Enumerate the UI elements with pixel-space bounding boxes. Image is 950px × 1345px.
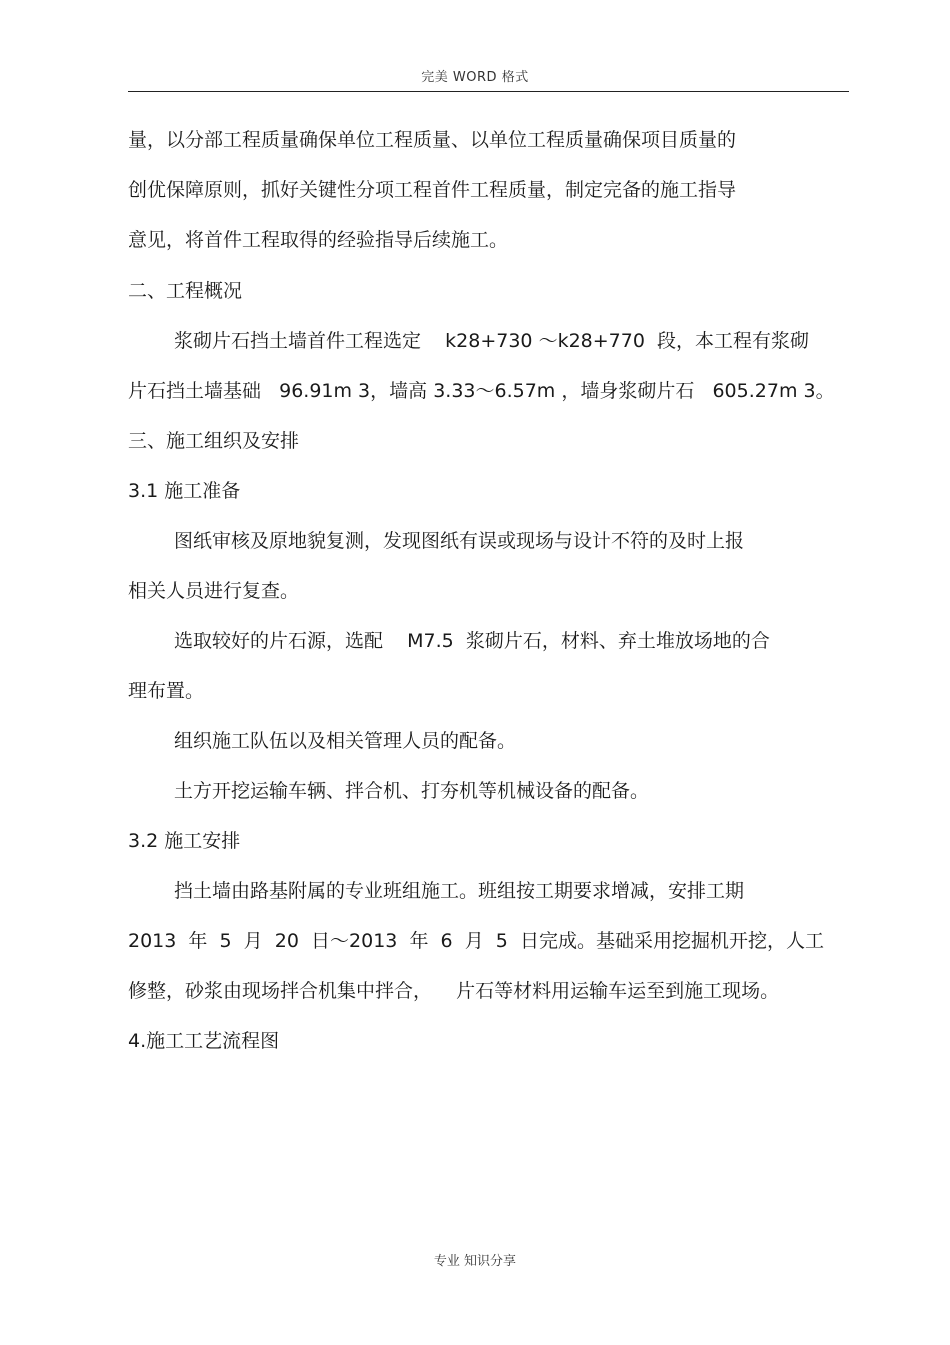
section-heading: 二、工程概况 (128, 280, 243, 302)
text-line: 片石挡土墙基础 96.91m 3，墙高 3.33～6.57m ，墙身浆砌片石 605.27m 3。 (128, 380, 835, 402)
text-line: 理布置。 (128, 680, 205, 702)
text-line: 选取较好的片石源，选配 M7.5 浆砌片石，材料、弃土堆放场地的合 (174, 630, 770, 652)
subsection-heading: 3.2 施工安排 (128, 830, 241, 852)
text-line: 修整，砂浆由现场拌合机集中拌合， 片石等材料用运输车运至到施工现场。 (128, 980, 780, 1002)
text-line: 挡土墙由路基附属的专业班组施工。班组按工期要求增减，安排工期 (174, 880, 745, 902)
text-line: 组织施工队伍以及相关管理人员的配备。 (174, 730, 517, 752)
text-line: 意见，将首件工程取得的经验指导后续施工。 (128, 229, 509, 251)
section-heading: 4.施工工艺流程图 (128, 1030, 280, 1052)
text-line: 土方开挖运输车辆、拌合机、打夯机等机械设备的配备。 (174, 780, 650, 802)
page-header-text: 完美 WORD 格式 (421, 70, 529, 85)
text-line: 量，以分部工程质量确保单位工程质量、以单位工程质量确保项目质量的 (128, 129, 737, 151)
section-heading: 三、施工组织及安排 (128, 430, 300, 452)
text-line: 2013 年 5 月 20 日～2013 年 6 月 5 日完成。基础采用挖掘机开挖，人工 (128, 930, 824, 952)
header-rule (128, 91, 849, 92)
text-line: 图纸审核及原地貌复测，发现图纸有误或现场与设计不符的及时上报 (174, 530, 745, 552)
text-line: 浆砌片石挡土墙首件工程选定 k28+730 ～k28+770 段，本工程有浆砌 (174, 330, 810, 352)
text-line: 相关人员进行复查。 (128, 580, 300, 602)
page-footer-text: 专业 知识分享 (433, 1254, 517, 1269)
text-line: 创优保障原则，抓好关键性分项工程首件工程质量，制定完备的施工指导 (128, 179, 737, 201)
subsection-heading: 3.1 施工准备 (128, 480, 241, 502)
